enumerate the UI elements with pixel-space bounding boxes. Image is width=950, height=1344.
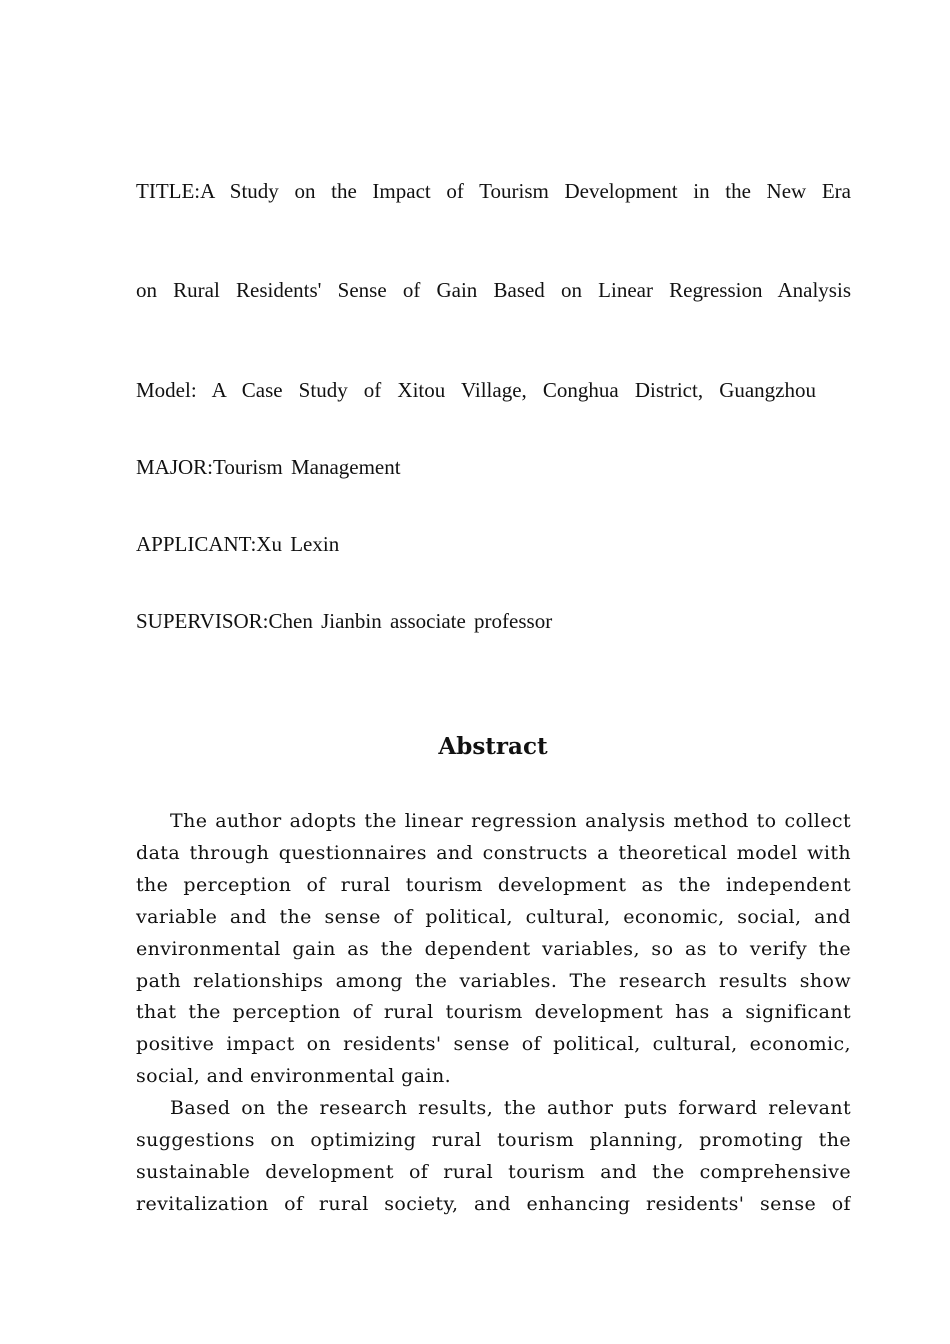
abstract-body <box>136 806 851 1221</box>
applicant-line: APPLICANT:Xu Lexin <box>136 532 340 556</box>
major-line: MAJOR:Tourism Management <box>136 455 401 479</box>
abstract-heading: Abstract <box>438 733 548 760</box>
abstract-paragraph-2: Based on the research results, the author puts forward relevant suggestions on optimizing rural tourism planning, promoting the sustainable development of rural tourism and the comprehensive revitalization of rural society, and enhancing residents' sense of <box>136 1097 851 1215</box>
supervisor-line: SUPERVISOR:Chen Jianbin associate professor <box>136 609 553 633</box>
title-line-2: on Rural Residents' Sense of Gain Based on Linear Regression Analysis <box>136 278 851 302</box>
title-line-3: Model: A Case Study of Xitou Village, Conghua District, Guangzhou <box>136 378 816 402</box>
title-line-1: TITLE:A Study on the Impact of Tourism Development in the New Era <box>136 179 851 203</box>
abstract-paragraph-1: The author adopts the linear regression analysis method to collect data through questionnaires and constructs a theoretical model with the perception of rural tourism development as the independent variable and the sense of political, cultural, economic, social, and environmental gain as the dependent variables, so as to verify the path relationships among the variables. The research results show that the perception of rural tourism development has a significant positive impact on residents' sense of political, cultural, economic, social, and environmental gain. <box>136 810 851 1088</box>
